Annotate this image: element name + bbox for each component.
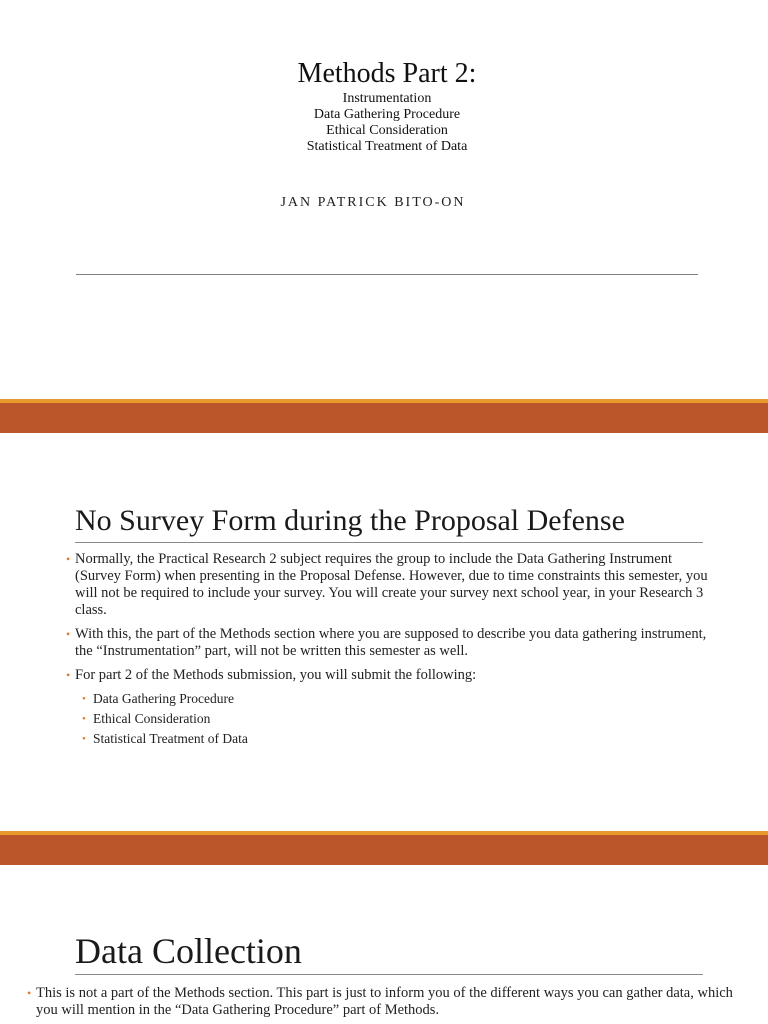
bullet-paragraph bbox=[66, 667, 716, 684]
bullet-paragraph bbox=[27, 985, 747, 1019]
slide-separator-band bbox=[0, 399, 768, 433]
bullet-icon: • bbox=[82, 693, 86, 705]
list-item bbox=[82, 689, 716, 709]
subtitle-line: Instrumentation bbox=[342, 91, 432, 106]
slide-body bbox=[66, 551, 716, 749]
list-item-text: Ethical Consideration bbox=[93, 711, 211, 726]
bullet-paragraph bbox=[66, 626, 716, 660]
divider bbox=[76, 274, 698, 275]
heading-rule bbox=[75, 974, 703, 975]
bullet-icon: • bbox=[66, 552, 71, 566]
list-item bbox=[82, 709, 716, 729]
paragraph-text: Normally, the Practical Research 2 subject requires the group to include the Data Gathering Instrument (Survey Form) when presenting in the Proposal Defense. However, due to time constraints this semester, you will not be required to include your survey. You will create your survey next school year, in your Research 3 class. bbox=[75, 551, 708, 618]
bullet-icon: • bbox=[82, 713, 86, 725]
content-slide bbox=[0, 865, 768, 1024]
list-item-text: Statistical Treatment of Data bbox=[93, 731, 248, 746]
content-slide bbox=[0, 433, 768, 831]
author-name: JAN PATRICK BITO-ON bbox=[280, 195, 466, 210]
title-slide bbox=[0, 0, 768, 400]
list-item bbox=[82, 729, 716, 749]
paragraph-text: With this, the part of the Methods section where you are supposed to describe you data gathering instrument, the “Instrumentation” part, will not be written this semester as well. bbox=[75, 626, 707, 659]
slide-heading: Data Collection bbox=[75, 931, 302, 971]
bullet-icon: • bbox=[66, 668, 71, 682]
bullet-paragraph bbox=[66, 551, 716, 619]
slide-separator-band bbox=[0, 831, 768, 865]
list-item-text: Data Gathering Procedure bbox=[93, 691, 234, 706]
heading-rule bbox=[75, 542, 703, 543]
sub-bullet-list bbox=[82, 689, 716, 749]
subtitle-line: Ethical Consideration bbox=[326, 123, 448, 138]
subtitle-list bbox=[0, 91, 768, 155]
paragraph-text: For part 2 of the Methods submission, you will submit the following: bbox=[75, 667, 477, 683]
slide-heading: No Survey Form during the Proposal Defense bbox=[75, 504, 625, 537]
slide-body bbox=[27, 985, 747, 1024]
paragraph-text: This is not a part of the Methods section. This part is just to inform you of the different ways you can gather data, which you will mention in the “Data Gathering Procedure” part of Methods. bbox=[36, 985, 733, 1018]
bullet-icon: • bbox=[82, 733, 86, 745]
subtitle-line: Data Gathering Procedure bbox=[313, 107, 461, 122]
subtitle-line: Statistical Treatment of Data bbox=[306, 139, 468, 154]
bullet-icon: • bbox=[27, 986, 32, 1000]
slide-title: Methods Part 2: bbox=[297, 58, 477, 89]
bullet-icon: • bbox=[66, 627, 71, 641]
